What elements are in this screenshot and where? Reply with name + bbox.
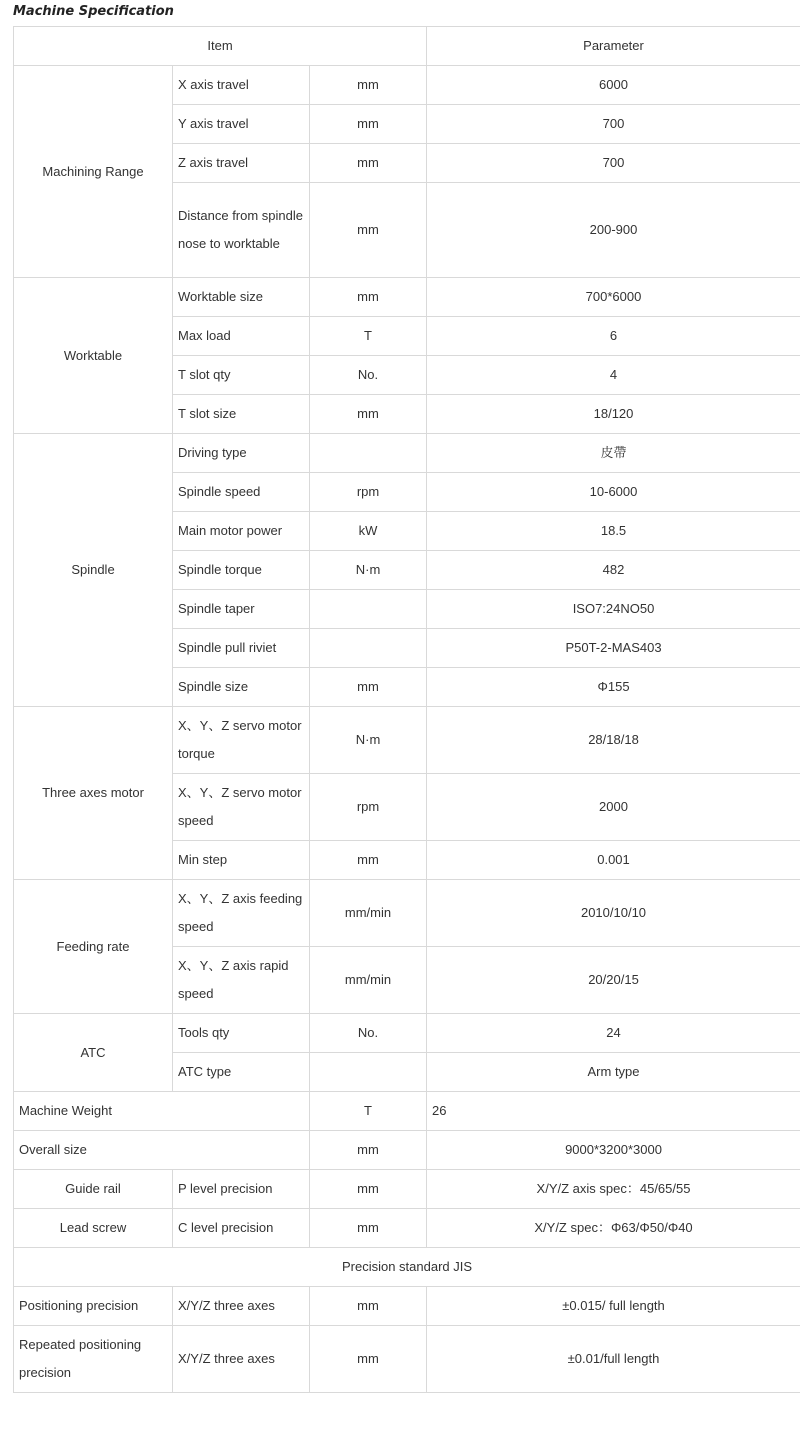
row-unit: mm [310,1170,427,1209]
row-value: 18.5 [427,512,800,551]
row-unit: T [310,317,427,356]
row-value: 200-900 [427,183,800,278]
row-value: 2000 [427,774,800,841]
table-header-row [14,27,800,66]
row-value: 0.001 [427,841,800,880]
row-value: 700*6000 [427,278,800,317]
row-item: T slot qty [173,356,310,395]
table-row [14,1209,800,1248]
group-label: Three axes motor [14,707,173,880]
row-item: C level precision [173,1209,310,1248]
row-item: Y axis travel [173,105,310,144]
row-unit [310,590,427,629]
row-value: 18/120 [427,395,800,434]
row-value: 20/20/15 [427,947,800,1014]
group-label: Machining Range [14,66,173,278]
row-unit: mm [310,66,427,105]
row-unit: mm [310,1209,427,1248]
row-unit: rpm [310,473,427,512]
row-unit: mm [310,1287,427,1326]
row-unit: mm/min [310,947,427,1014]
row-unit: kW [310,512,427,551]
row-value: X/Y/Z axis spec：45/65/55 [427,1170,800,1209]
row-item: Spindle torque [173,551,310,590]
table-row [14,1287,800,1326]
row-item: X、Y、Z servo motor speed [173,774,310,841]
row-unit: mm [310,1131,427,1170]
group-label: Spindle [14,434,173,707]
row-value: 皮帶 [427,434,800,473]
table-row [14,1248,800,1287]
row-item: P level precision [173,1170,310,1209]
row-value: ISO7:24NO50 [427,590,800,629]
row-label: Overall size [14,1131,310,1170]
row-item: X、Y、Z axis feeding speed [173,880,310,947]
table-row [14,1092,800,1131]
row-item: X axis travel [173,66,310,105]
row-value: ±0.01/full length [427,1326,800,1393]
row-value: 9000*3200*3000 [427,1131,800,1170]
row-unit: T [310,1092,427,1131]
row-value: 10-6000 [427,473,800,512]
page-title: Machine Specification [13,4,174,19]
table-row [14,66,800,105]
row-label: Machine Weight [14,1092,310,1131]
table-row [14,434,800,473]
row-value: ±0.015/ full length [427,1287,800,1326]
row-value: Φ155 [427,668,800,707]
table-row [14,880,800,947]
row-unit: No. [310,1014,427,1053]
row-unit: mm [310,395,427,434]
row-value: 4 [427,356,800,395]
row-unit: N·m [310,551,427,590]
row-value: 482 [427,551,800,590]
row-unit: mm [310,105,427,144]
row-label: Repeated positioning precision [14,1326,173,1393]
row-item: X/Y/Z three axes [173,1287,310,1326]
table-row [14,278,800,317]
row-value: P50T-2-MAS403 [427,629,800,668]
row-item: X/Y/Z three axes [173,1326,310,1393]
row-item: Z axis travel [173,144,310,183]
row-label: Positioning precision [14,1287,173,1326]
row-unit: mm [310,278,427,317]
row-value: 700 [427,105,800,144]
row-item: Worktable size [173,278,310,317]
row-item: Max load [173,317,310,356]
row-value: 6 [427,317,800,356]
table-row [14,707,800,774]
row-unit: mm [310,183,427,278]
table-row [14,1170,800,1209]
header-item: Item [14,27,427,66]
row-unit [310,434,427,473]
row-item: X、Y、Z axis rapid speed [173,947,310,1014]
row-unit [310,629,427,668]
row-item: Min step [173,841,310,880]
row-item: Tools qty [173,1014,310,1053]
row-value: 28/18/18 [427,707,800,774]
row-value: 26 [427,1092,800,1131]
row-item: Main motor power [173,512,310,551]
row-item: Driving type [173,434,310,473]
row-unit: mm [310,841,427,880]
table-row [14,1014,800,1053]
row-unit [310,1053,427,1092]
precision-standard-heading: Precision standard JIS [14,1248,800,1287]
group-label: Feeding rate [14,880,173,1014]
row-item: Spindle taper [173,590,310,629]
row-item: Spindle size [173,668,310,707]
row-unit: N·m [310,707,427,774]
table-row [14,1131,800,1170]
row-item: T slot size [173,395,310,434]
row-unit: mm [310,668,427,707]
row-item: Spindle speed [173,473,310,512]
row-label: Lead screw [14,1209,173,1248]
row-item: Distance from spindle nose to worktable [173,183,310,278]
row-item: ATC type [173,1053,310,1092]
row-unit: mm/min [310,880,427,947]
group-label: ATC [14,1014,173,1092]
row-value: 6000 [427,66,800,105]
row-item: Spindle pull riviet [173,629,310,668]
row-value: 700 [427,144,800,183]
specification-table [13,26,800,1393]
row-value: X/Y/Z spec：Φ63/Φ50/Φ40 [427,1209,800,1248]
row-item: X、Y、Z servo motor torque [173,707,310,774]
row-unit: mm [310,144,427,183]
group-label: Worktable [14,278,173,434]
header-parameter: Parameter [427,27,800,66]
row-value: 2010/10/10 [427,880,800,947]
row-unit: mm [310,1326,427,1393]
table-row [14,1326,800,1393]
row-value: 24 [427,1014,800,1053]
row-unit: No. [310,356,427,395]
row-value: Arm type [427,1053,800,1092]
row-unit: rpm [310,774,427,841]
row-label: Guide rail [14,1170,173,1209]
